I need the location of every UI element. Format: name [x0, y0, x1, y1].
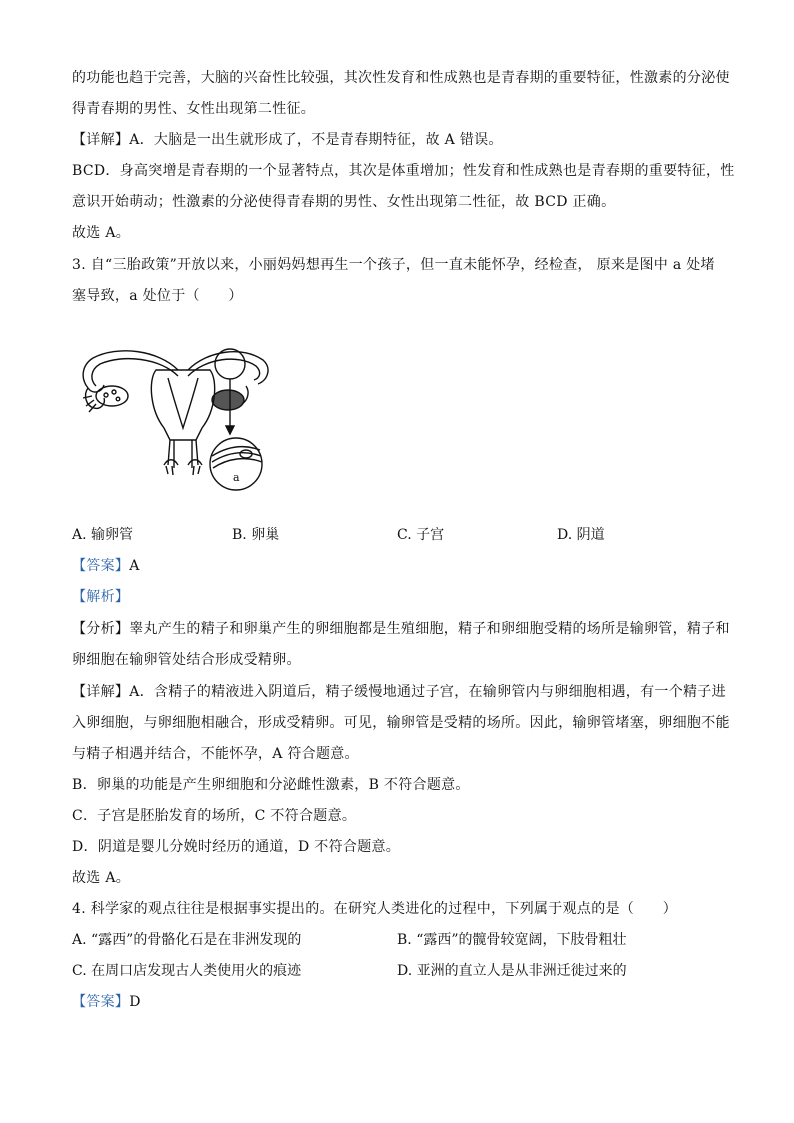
text-line: 卵细胞在输卵管处结合形成受精卵。	[72, 652, 301, 668]
option-a: A. 输卵管	[72, 527, 134, 543]
answer-tag: 【答案】	[72, 558, 130, 574]
detail-text: A．大脑是一出生就形成了，不是青春期特征，故 A 错误。	[129, 132, 503, 148]
text-line: BCD．身高突增是青春期的一个显著特点，其次是体重增加；性发育和性成熟也是青春期的重要特征，性	[72, 163, 735, 179]
question-stem: 塞导致，a 处位于（ ）	[72, 288, 243, 304]
text-line: C．子宫是胚胎发育的场所，C 不符合题意。	[72, 808, 357, 824]
uterus-diagram	[78, 340, 288, 500]
conclusion-line: 故选 A。	[72, 870, 131, 886]
answer-value: D	[129, 994, 141, 1010]
text-line: 与精子相遇并结合，不能怀孕，A 符合题意。	[72, 746, 359, 762]
text-line: 的功能也趋于完善，大脑的兴奋性比较强，其次性发育和性成熟也是青春期的重要特征，性激素的分泌使	[72, 70, 730, 86]
option-c: C. 在周口店发现古人类使用火的痕迹	[72, 963, 302, 979]
detail-tag: 【详解】	[72, 132, 130, 148]
option-b: B. 卵巢	[232, 527, 280, 543]
fenxi-tag: 【分析】	[72, 621, 130, 637]
conclusion-line: 故选 A。	[72, 225, 131, 241]
answer-line	[72, 556, 140, 576]
option-d: D. 亚洲的直立人是从非洲迁徙过来的	[397, 963, 627, 979]
option-a: A. “露西”的骨骼化石是在非洲发现的	[72, 932, 302, 948]
analysis-tag: 【解析】	[72, 589, 130, 605]
answer-line	[72, 992, 141, 1012]
option-d: D. 阴道	[557, 527, 605, 543]
detail-line	[72, 130, 503, 150]
text-line: 意识开始萌动；性激素的分泌使得青春期的男性、女性出现第二性征，故 BCD 正确。	[72, 194, 616, 210]
text-line: D．阴道是婴儿分娩时经历的通道，D 不符合题意。	[72, 839, 401, 855]
reproductive-system-figure	[78, 340, 288, 500]
option-b: B. “露西”的髋骨较宽阔，下肢骨粗壮	[397, 932, 627, 948]
figure-label-a: a	[233, 471, 240, 484]
question-stem: 4. 科学家的观点往往是根据事实提出的。在研究人类进化的过程中，下列属于观点的是（ ）	[72, 901, 678, 917]
answer-value: A	[129, 558, 140, 574]
text-line: 入卵细胞，与卵细胞相融合，形成受精卵。可见，输卵管是受精的场所。因此，输卵管堵塞，卵细胞不能	[72, 715, 730, 731]
detail-line	[72, 682, 726, 702]
detail-tag: 【详解】	[72, 684, 130, 700]
answer-tag: 【答案】	[72, 994, 130, 1010]
question-stem: 3. 自“三胎政策”开放以来，小丽妈妈想再生一个孩子，但一直未能怀孕，经检查， 原来是图中 a 处堵	[72, 257, 715, 273]
option-c: C. 子宫	[397, 527, 445, 543]
detail-text: A．含精子的精液进入阴道后，精子缓慢地通过子宫，在输卵管内与卵细胞相遇，有一个精子进	[129, 684, 726, 700]
analysis-line	[72, 619, 730, 639]
fenxi-text: 睾丸产生的精子和卵巢产生的卵细胞都是生殖细胞，精子和卵细胞受精的场所是输卵管，精子和	[129, 621, 730, 637]
text-line: B．卵巢的功能是产生卵细胞和分泌雌性激素，B 不符合题意。	[72, 777, 470, 793]
text-line: 得青春期的男性、女性出现第二性征。	[72, 101, 316, 117]
